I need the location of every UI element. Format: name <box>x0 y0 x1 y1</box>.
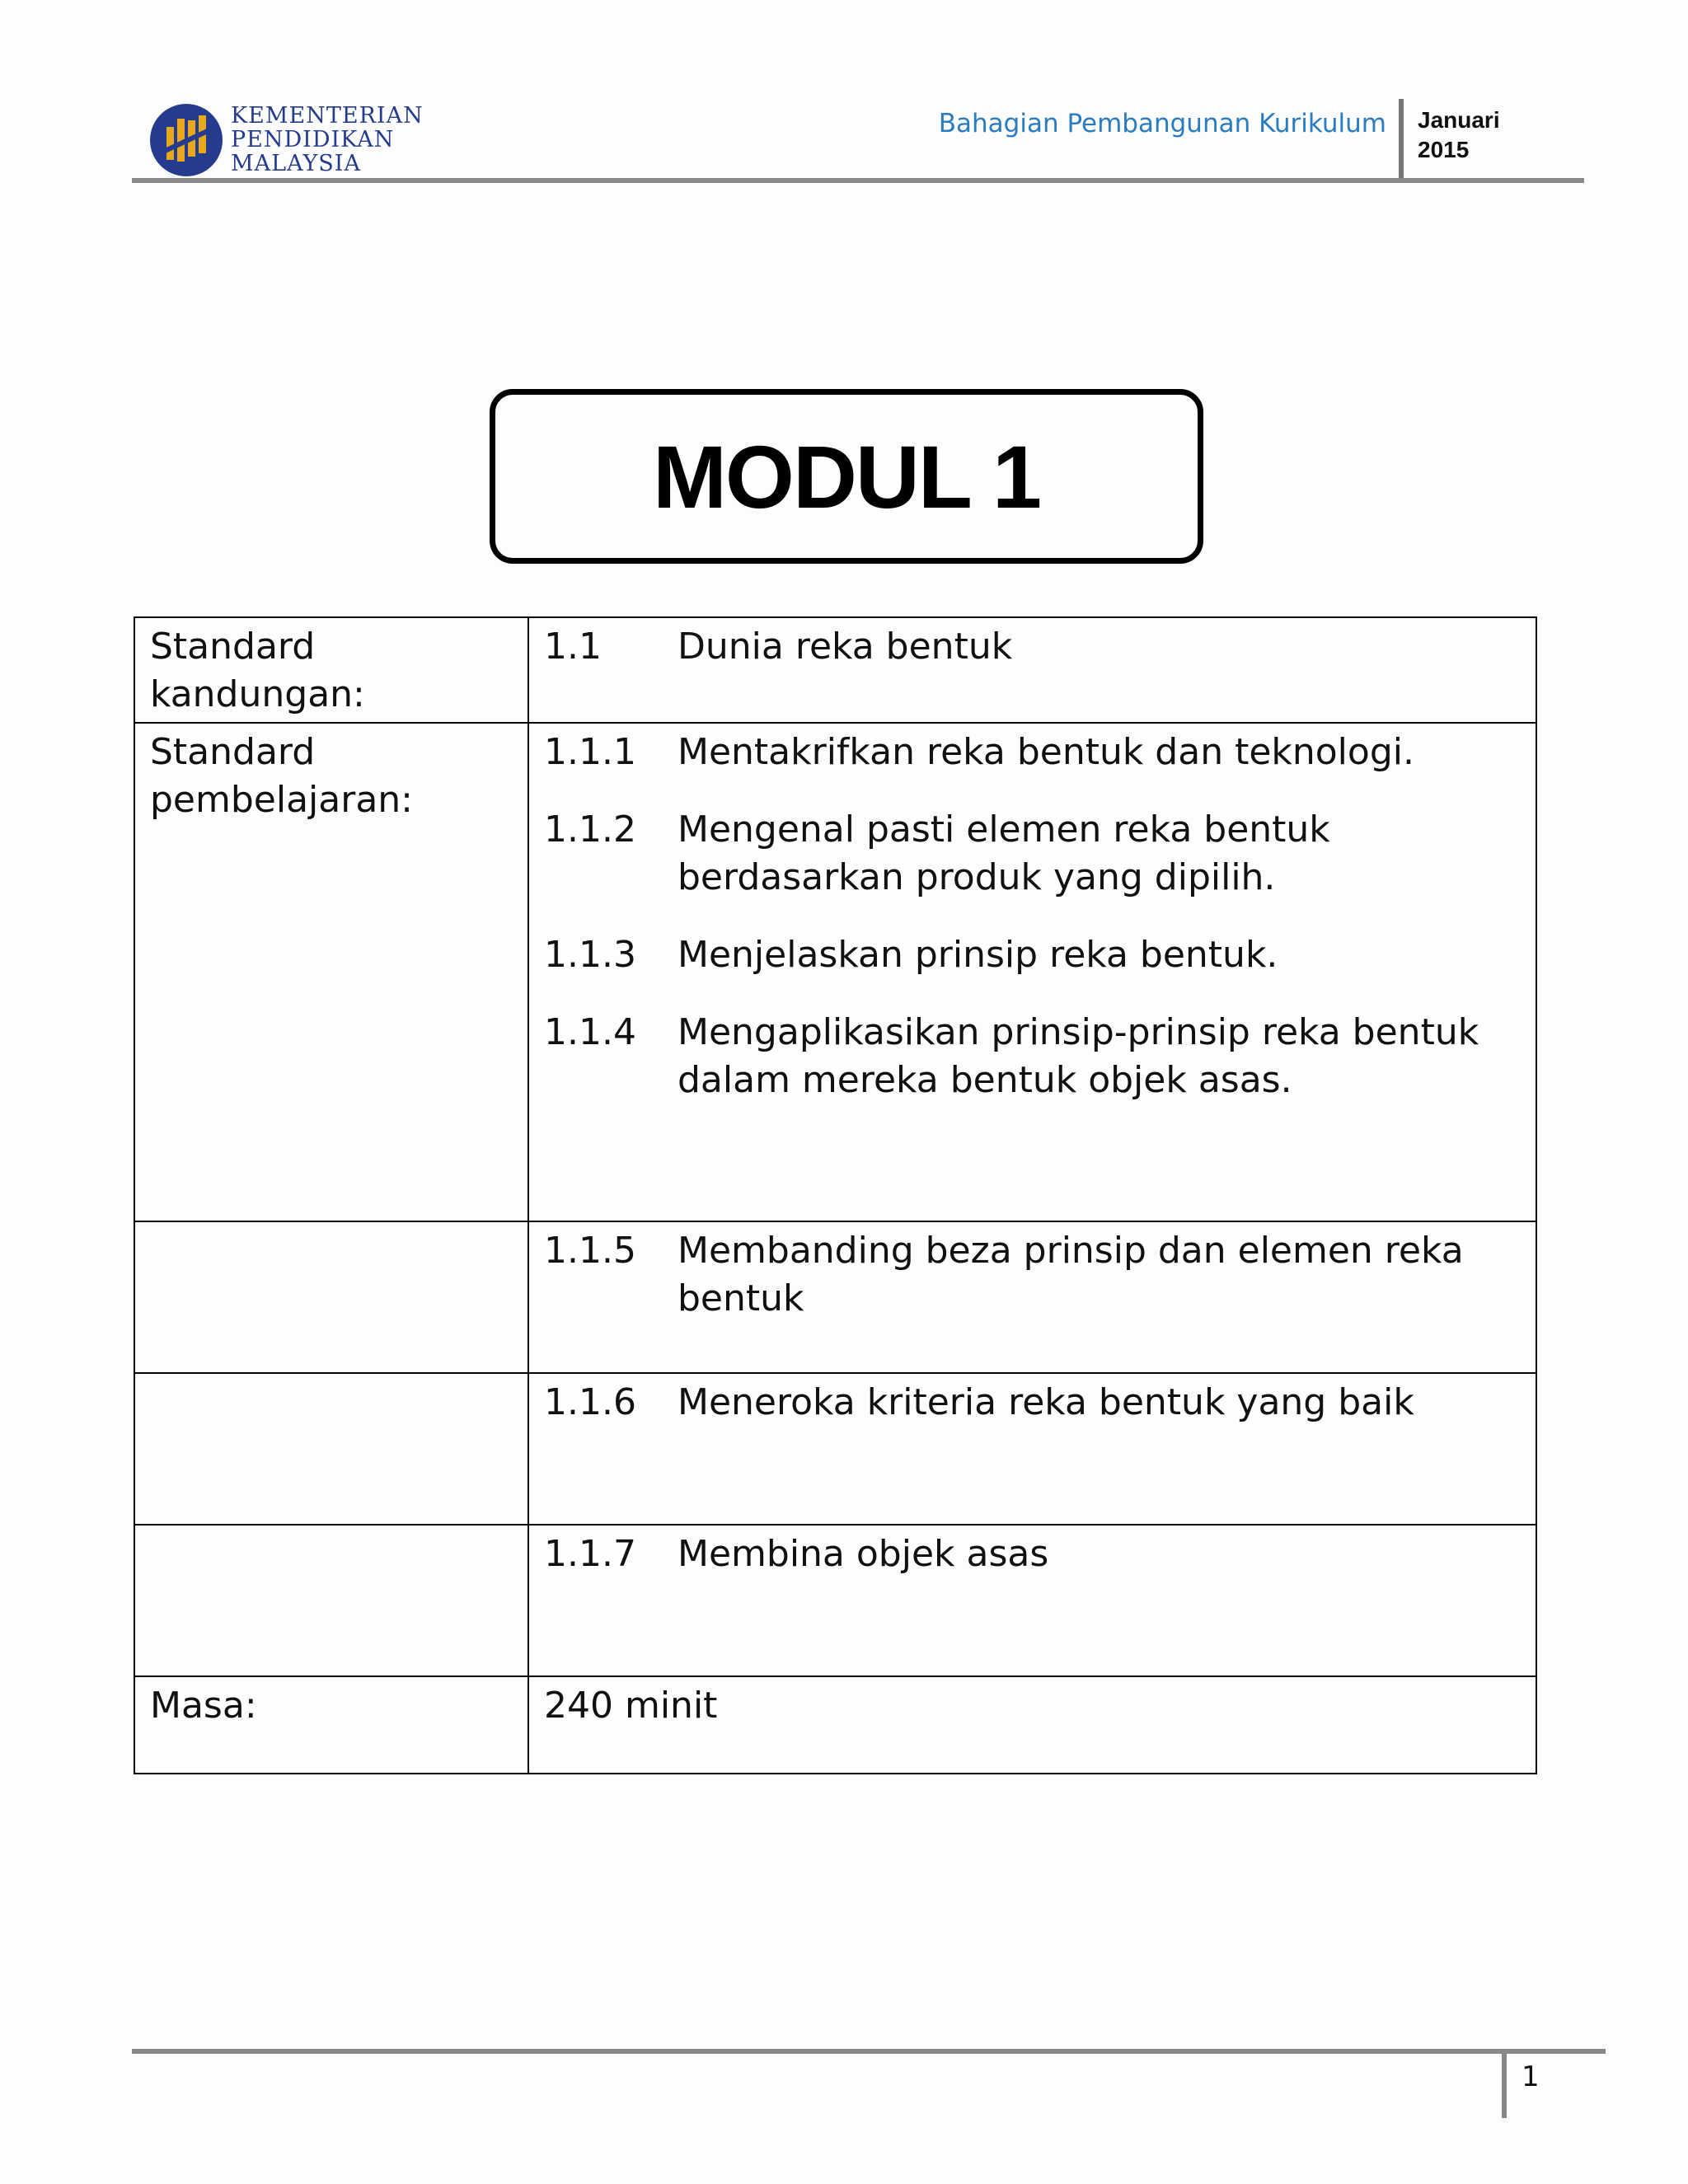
empty-label-cell <box>134 1221 528 1373</box>
footer-divider <box>1502 2049 1507 2118</box>
ministry-name-line3: MALAYSIA <box>231 151 361 176</box>
ministry-emblem-icon <box>148 102 224 178</box>
content-standard-label: Standard kandungan: <box>134 617 528 723</box>
footer-rule <box>132 2049 1606 2054</box>
item-text: Dunia reka bentuk <box>678 626 1013 668</box>
content-standard-cell <box>528 617 1536 723</box>
empty-label-cell <box>134 1525 528 1676</box>
list-item <box>544 806 1521 902</box>
learning-standard-label: Standard pembelajaran: <box>134 723 528 1221</box>
header-rule <box>132 178 1584 183</box>
learning-standard-cell <box>528 1221 1536 1373</box>
standards-table <box>134 616 1537 1774</box>
learning-standard-cell <box>528 1373 1536 1525</box>
time-label: Masa: <box>134 1676 528 1774</box>
table-row <box>134 617 1536 723</box>
table-row <box>134 1373 1536 1525</box>
empty-label-cell <box>134 1373 528 1525</box>
header-divider <box>1399 99 1404 180</box>
item-text: Membanding beza prinsip dan elemen reka bentuk <box>678 1230 1464 1319</box>
item-number: 1.1.7 <box>544 1533 636 1575</box>
table-row <box>134 1525 1536 1676</box>
time-value: 240 minit <box>528 1676 1536 1774</box>
department-name: Bahagian Pembangunan Kurikulum <box>938 109 1386 138</box>
item-text: Mengaplikasikan prinsip-prinsip reka bentuk dalam mereka bentuk objek asas. <box>678 1011 1479 1101</box>
item-text: Mengenal pasti elemen reka bentuk berdasarkan produk yang dipilih. <box>678 808 1330 898</box>
ministry-name-line1: KEMENTERIAN <box>231 103 424 129</box>
list-item <box>544 931 1521 979</box>
ministry-name <box>231 104 424 176</box>
header-date-month: Januari <box>1418 107 1500 133</box>
item-number: 1.1.2 <box>544 808 636 851</box>
list-item <box>544 1009 1521 1104</box>
list-item <box>544 729 1521 776</box>
header-date-year: 2015 <box>1418 137 1470 162</box>
list-item <box>544 1379 1521 1427</box>
module-title-box <box>490 389 1203 564</box>
item-number: 1.1.4 <box>544 1011 636 1053</box>
module-title: MODUL 1 <box>652 426 1041 527</box>
table-row <box>134 1221 1536 1373</box>
page-number: 1 <box>1522 2060 1540 2093</box>
list-item <box>544 623 1521 671</box>
item-text: Mentakrifkan reka bentuk dan teknologi. <box>678 731 1414 773</box>
learning-standard-cell <box>528 1525 1536 1676</box>
table-row <box>134 723 1536 1221</box>
ministry-name-line2: PENDIDIKAN <box>231 127 395 152</box>
learning-standard-cell <box>528 723 1536 1221</box>
list-item <box>544 1530 1521 1578</box>
list-item <box>544 1227 1521 1323</box>
item-number: 1.1.1 <box>544 731 636 773</box>
item-text: Membina objek asas <box>678 1533 1049 1575</box>
header-date <box>1418 105 1500 165</box>
item-number: 1.1.3 <box>544 934 636 976</box>
item-number: 1.1.5 <box>544 1230 636 1272</box>
item-number: 1.1 <box>544 626 602 668</box>
table-row <box>134 1676 1536 1774</box>
item-number: 1.1.6 <box>544 1381 636 1423</box>
item-text: Menjelaskan prinsip reka bentuk. <box>678 934 1278 976</box>
ministry-logo <box>148 102 437 178</box>
item-text: Meneroka kriteria reka bentuk yang baik <box>678 1381 1414 1423</box>
